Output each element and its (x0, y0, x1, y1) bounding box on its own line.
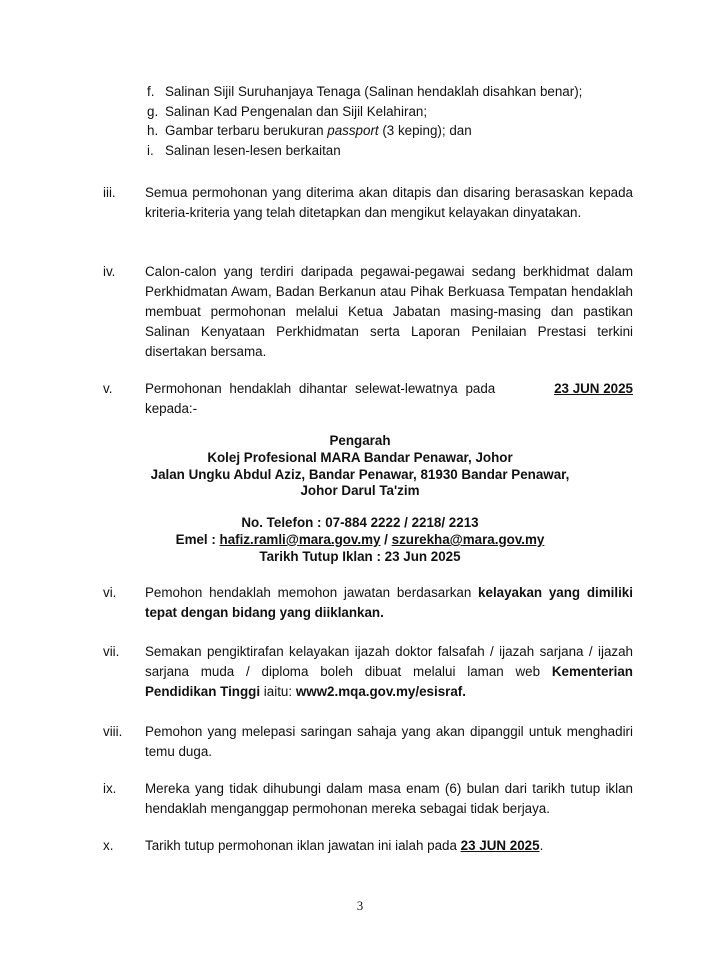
email-link[interactable]: hafiz.ramli@mara.gov.my (219, 531, 381, 547)
list-text: Salinan lesen-lesen berkaitan (165, 142, 341, 158)
item-number: vi. (103, 585, 117, 600)
item-vii (103, 642, 633, 702)
closing-date: Tarikh Tutup Iklan : 23 Jun 2025 (259, 548, 461, 564)
list-letter: i. (147, 142, 154, 158)
item-text: Tarikh tutup permohonan iklan jawatan ini ialah pada 23 JUN 2025. (145, 838, 544, 853)
phone-number: No. Telefon : 07-884 2222 / 2218/ 2213 (241, 515, 479, 530)
item-text: Pemohon yang melepasi saringan sahaja yang akan dipanggil untuk menghadiri temu duga. (145, 724, 633, 759)
address-line: Jalan Ungku Abdul Aziz, Bandar Penawar, 81930 Bandar Penawar, (150, 466, 570, 482)
item-text: Calon-calon yang terdiri daripada pegawai-pegawai sedang berkhidmat dalam Perkhidmatan Awam, Badan Berkanun atau Pihak Berkuasa Tempatan hendaklah membuat permohonan melalui Ketua Jabatan masing-masing dan pastikan Salinan Kenyataan Perkhidmatan serta Laporan Penilaian Prestasi terkini disertakan bersama. (145, 264, 633, 359)
list-item (147, 82, 582, 102)
item-text: Permohonan hendaklah dihantar selewat-lewatnya pada 23 JUN 2025 kepada:- (145, 381, 633, 416)
item-x (103, 836, 633, 856)
list-letter: h. (147, 123, 159, 139)
item-vi (103, 583, 633, 623)
page-number: 3 (356, 898, 364, 913)
item-iv (103, 262, 633, 362)
list-letter: f. (147, 84, 155, 99)
list-text: Salinan Kad Pengenalan dan Sijil Kelahiran; (165, 103, 428, 119)
list-item (147, 141, 582, 161)
attachment-sublist (147, 82, 582, 160)
institution-name: Kolej Profesional MARA Bandar Penawar, Johor (207, 449, 513, 465)
item-viii (103, 722, 633, 762)
website-link[interactable]: www2.mqa.gov.my/esisraf. (295, 684, 466, 699)
item-text: Semakan pengiktirafan kelayakan ijazah doktor falsafah / ijazah sarjana / ijazah sarjana muda / diploma boleh dibuat melalui laman web Kementerian Pendidikan Tinggi iaitu: www2.mqa.gov.my/esisraf. (145, 644, 633, 699)
item-v (103, 379, 633, 419)
contact-block (0, 515, 720, 565)
address-state: Johor Darul Ta'zim (300, 483, 420, 499)
email-line: Emel : hafiz.ramli@mara.gov.my / szurekha@mara.gov.my (175, 531, 545, 547)
deadline-date: 23 JUN 2025 (460, 838, 540, 853)
item-number: vii. (103, 644, 120, 659)
list-text: Salinan Sijil Suruhanjaya Tenaga (Salinan hendaklah disahkan benar); (165, 84, 583, 99)
item-iii (103, 183, 633, 223)
deadline-date: 23 JUN 2025 (554, 381, 633, 396)
item-number: viii. (103, 724, 123, 739)
item-ix (103, 779, 633, 819)
item-number: iv. (103, 264, 116, 279)
address-block (0, 433, 720, 500)
item-text: Pemohon hendaklah memohon jawatan berdasarkan kelayakan yang dimiliki tepat dengan bidang yang diiklankan. (145, 585, 633, 620)
list-letter: g. (147, 103, 159, 119)
list-text: Gambar terbaru berukuran passport (3 keping); dan (165, 123, 472, 139)
item-number: v. (103, 381, 113, 396)
item-text: Mereka yang tidak dihubungi dalam masa enam (6) bulan dari tarikh tutup iklan hendaklah menganggap permohonan mereka sebagai tidak berjaya. (145, 781, 633, 816)
recipient-title: Pengarah (329, 433, 391, 448)
email-link[interactable]: szurekha@mara.gov.my (391, 531, 545, 547)
item-text: Semua permohonan yang diterima akan ditapis dan disaring berasaskan kepada kriteria-kriteria yang telah ditetapkan dan mengikut kelayakan dinyatakan. (145, 185, 633, 220)
list-item (147, 102, 582, 122)
item-number: iii. (103, 185, 116, 200)
item-number: ix. (103, 781, 117, 796)
list-item (147, 121, 582, 141)
item-number: x. (103, 838, 114, 853)
